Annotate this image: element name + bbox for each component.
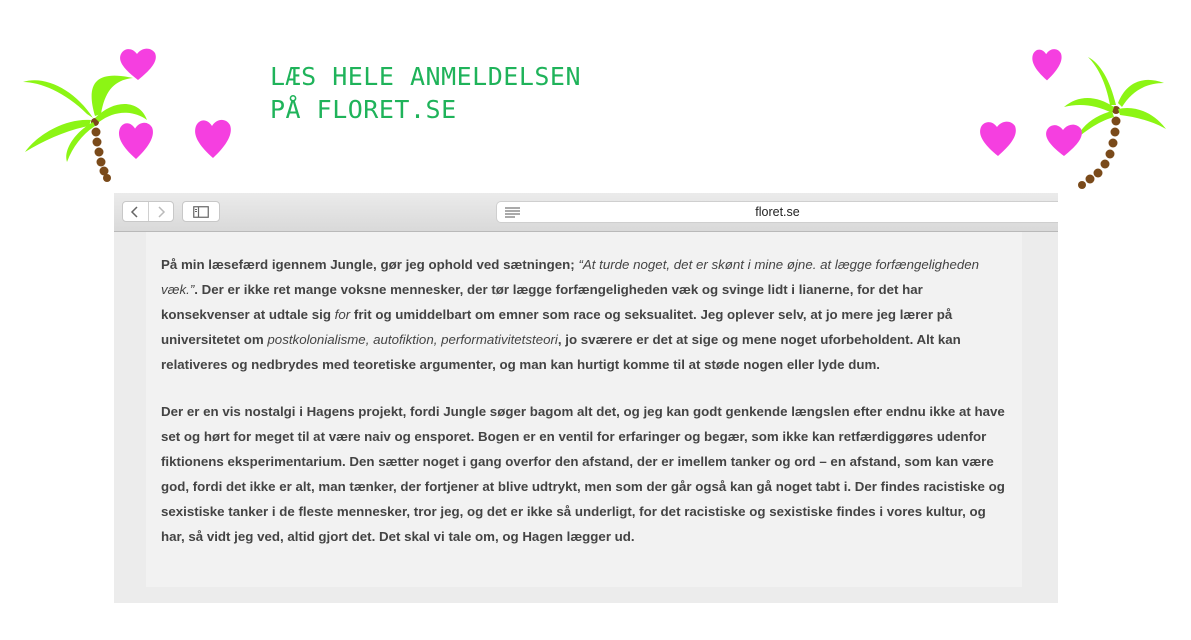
chevron-right-icon: [156, 205, 166, 219]
address-url: floret.se: [755, 205, 800, 219]
browser-toolbar: [114, 193, 1058, 232]
text-segment: . Der er ikke ret mange voksne mennesker, der tør lægge forfængeligheden væk og svinge lidt i lianerne, for det har konsekvenser at udtale sig: [161, 282, 923, 322]
heart-icon: [978, 118, 1018, 158]
sidebar-icon: [193, 206, 209, 218]
sidebar-button[interactable]: [182, 201, 220, 222]
page-content: [146, 232, 1022, 587]
emphasis: autofiktion: [373, 332, 434, 347]
back-button[interactable]: [123, 202, 148, 221]
emphasis: for: [334, 307, 351, 322]
emphasis: ,: [365, 332, 374, 347]
browser-window: [114, 193, 1058, 603]
text-segment: frit og umiddelbart om emner som race og seksualitet. Jeg oplever selv, at jo mere jeg lærer på universitetet om: [161, 307, 953, 347]
heart-icon: [118, 46, 158, 82]
paragraph-1: [161, 252, 1011, 377]
text-segment: På min læsefærd igennem Jungle, gør jeg ophold ved sætningen;: [161, 257, 579, 272]
heart-icon: [1044, 122, 1084, 158]
headline: [270, 60, 581, 126]
text-segment: , jo sværere er det at sige og mene noget uforbeholdent. Alt kan relativeres og nedbrydes med teoretiske argumenter, og man kan hurtigt komme til at støde nogen eller lyde dum.: [161, 332, 961, 372]
nav-button-group: [122, 201, 174, 222]
headline-line-2: PÅ FLORET.SE: [270, 95, 457, 124]
chevron-left-icon: [130, 205, 140, 219]
emphasis: postkolonialisme: [267, 332, 366, 347]
heart-icon: [192, 116, 234, 160]
article-text: [161, 252, 1011, 549]
headline-line-1: LÆS HELE ANMELDELSEN: [270, 62, 582, 91]
address-bar[interactable]: [496, 201, 1058, 223]
heart-icon: [1030, 46, 1064, 82]
paragraph-2: Der er en vis nostalgi i Hagens projekt, fordi Jungle søger bagom alt det, og jeg kan godt genkende længslen efter endnu ikke at have set og hørt for meget til at være naiv og ensporet. Bogen er en ventil for erfaringer og begær, som ikke kan retfærdiggøres udenfor fiktionens eksperimentarium. Den sætter noget i gang overfor den afstand, der er imellem tanker og ord – en afstand, som kan være god, fordi det ikke er alt, man tænker, der fortjener at blive udtrykt, men som der går også kan gå noget tabt i. Der findes racistiske og sexistiske tanker i de fleste mennesker, tror jeg, og det er ikke så underligt, for det racistiske og sexistiske findes i vores kultur, og har, så vidt jeg ved, altid gjort det. Det skal vi tale om, og Hagen lægger ud.: [161, 404, 1005, 544]
emphasis: ,: [433, 332, 442, 347]
forward-button[interactable]: [148, 202, 174, 221]
emphasis: performativitetsteori: [441, 332, 558, 347]
quote: “At turde noget, det er skønt i mine øjne. at lægge forfængeligheden væk.”: [161, 257, 980, 297]
heart-icon: [117, 118, 155, 162]
